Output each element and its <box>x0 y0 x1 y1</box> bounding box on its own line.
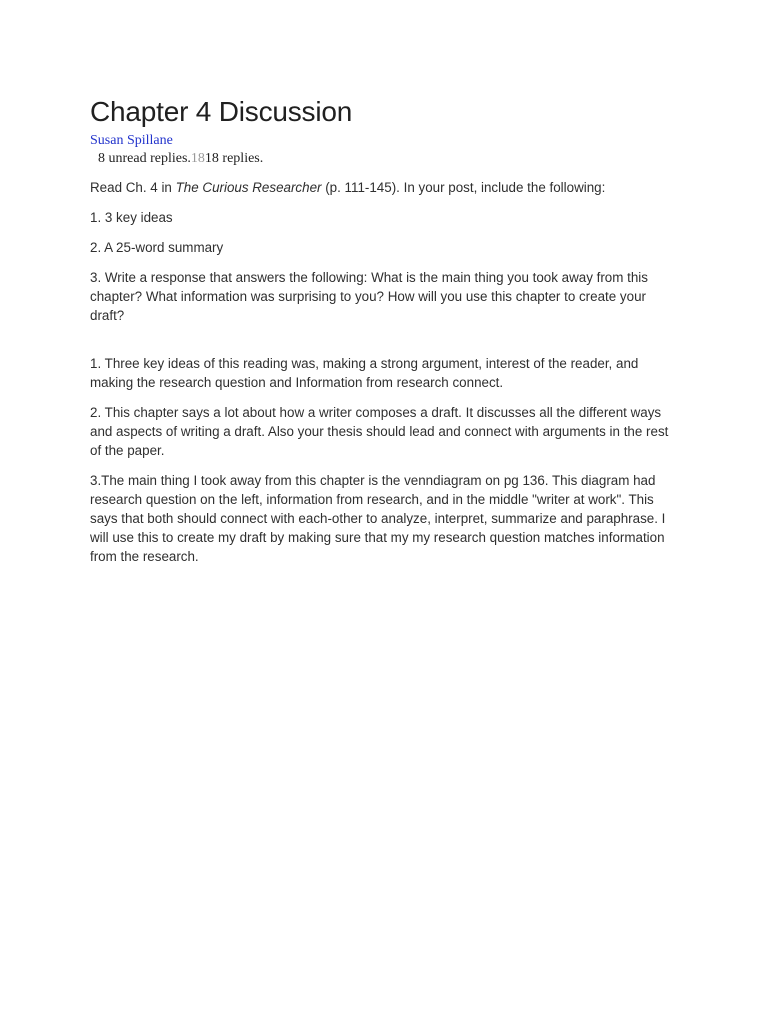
prompt-intro <box>90 178 680 197</box>
response-answer-3: 3.The main thing I took away from this chapter is the venndiagram on pg 136. This diagram had research question on the left, information from research, and in the middle "writer at work". This says that both should connect with each-other to analyze, interpret, summarize and paraphrase. I will use this to create my draft by making sure that my my research question matches information from the research. <box>90 473 666 564</box>
total-replies-text: 18 replies. <box>204 151 264 166</box>
reply-status <box>90 150 680 168</box>
prompt-intro-before: Read Ch. 4 in <box>90 180 176 195</box>
book-title: The Curious Researcher <box>175 180 322 195</box>
reply-count-badge: 18 <box>190 151 205 166</box>
response-answer-2: 2. This chapter says a lot about how a writer composes a draft. It discusses all the different ways and aspects of writing a draft. Also your thesis should lead and connect with arguments in the rest of the paper. <box>90 405 669 458</box>
document-page <box>90 94 680 577</box>
unread-replies-text: 8 unread replies. <box>98 151 191 166</box>
prompt-item-2: 2. A 25-word summary <box>90 240 224 255</box>
prompt-item-3: 3. Write a response that answers the following: What is the main thing you took away from this chapter? What information was surprising to you? How will you use this chapter to create your draft? <box>90 270 648 323</box>
page-title: Chapter 4 Discussion <box>90 96 353 127</box>
prompt-item-1: 1. 3 key ideas <box>90 210 173 225</box>
prompt-intro-after: (p. 111-145). In your post, include the following: <box>321 180 606 195</box>
response-answer-1: 1. Three key ideas of this reading was, making a strong argument, interest of the reader, and making the research question and Information from research connect. <box>90 356 639 390</box>
author-link[interactable]: Susan Spillane <box>90 133 173 148</box>
